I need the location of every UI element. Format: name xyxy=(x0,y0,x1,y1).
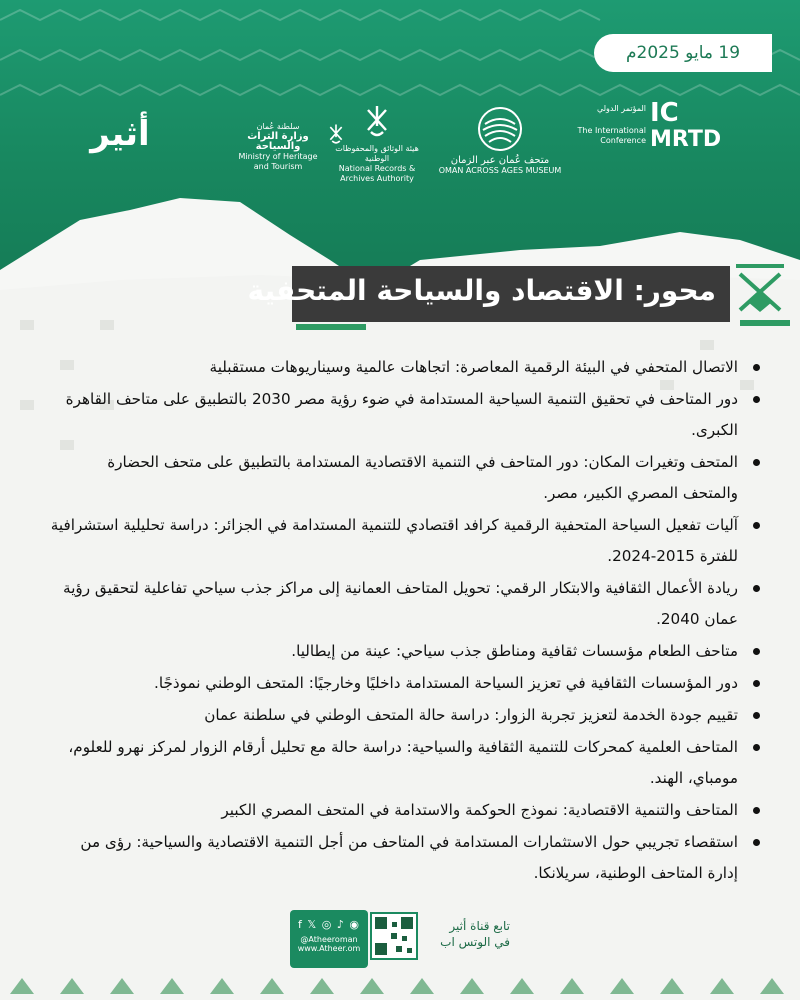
header-banner xyxy=(0,0,800,300)
icmrtd-line2: The International Conference xyxy=(577,126,646,145)
list-item: المتاحف والتنمية الاقتصادية: نموذج الحوكمة والاستدامة في المتحف المصري الكبير xyxy=(48,795,768,826)
social-handles-box[interactable] xyxy=(290,910,368,968)
logos-row xyxy=(70,100,750,190)
title-underline-left xyxy=(296,324,366,330)
archives-name-ar: هيئة الوثائق والمحفوظات الوطنية xyxy=(335,144,419,163)
museum-logo xyxy=(435,106,565,186)
list-item: المتاحف العلمية كمحركات للتنمية الثقافية والسياحية: دراسة حالة مع تحليل أرقام الزوار لمركز نهرو للعلوم، مومباي، الهند. xyxy=(48,732,768,794)
qr-code-icon[interactable] xyxy=(370,912,418,960)
atheer-wordmark: أثير xyxy=(90,114,150,154)
icmrtd-logo xyxy=(570,100,730,180)
bottom-decorative-pattern xyxy=(0,968,800,1000)
ministry-emblem-icon xyxy=(324,122,348,146)
icmrtd-line1: المؤتمر الدولي xyxy=(596,104,646,113)
title-underline-right xyxy=(740,320,790,326)
museum-name-ar: متحف عُمان عبر الزمان xyxy=(450,155,550,166)
museum-name-en: OMAN ACROSS AGES MUSEUM xyxy=(438,166,562,175)
list-item: الاتصال المتحفي في البيئة الرقمية المعاصرة: اتجاهات عالمية وسيناريوهات مستقبلية xyxy=(48,352,768,383)
title-banner xyxy=(247,266,730,322)
diamond-ornament-icon xyxy=(730,262,790,320)
atheer-logo xyxy=(80,114,160,174)
ministry-line-en: Ministry of Heritage and Tourism xyxy=(238,152,318,171)
khanjar-emblem-icon xyxy=(360,102,394,140)
ministry-line-ar2: وزارة التراث والسياحة xyxy=(247,131,309,152)
social-icons[interactable]: f 𝕏 ◎ ♪ ◉ xyxy=(298,918,360,931)
icmrtd-letters-bottom: MRTD xyxy=(650,127,722,152)
follow-line-2: في الوتس اب xyxy=(440,935,510,949)
icmrtd-letters-top: IC xyxy=(650,98,679,128)
list-item: ريادة الأعمال الثقافية والابتكار الرقمي: تحويل المتاحف العمانية إلى مراكز جذب سياحي تفاعلية لتحقيق رؤية عمان 2040. xyxy=(48,573,768,635)
archives-name-en: National Records & Archives Authority xyxy=(338,164,416,183)
follow-channel-text xyxy=(420,918,510,950)
list-item: آليات تفعيل السياحة المتحفية الرقمية كرافد اقتصادي للتنمية المستدامة في الجزائر: دراسة تحليلية استشرافية للفترة 2015-2024. xyxy=(48,510,768,572)
list-item: دور المؤسسات الثقافية في تعزيز السياحة المستدامة داخليًا وخارجيًا: المتحف الوطني نموذجًا. xyxy=(48,668,768,699)
list-item: متاحف الطعام مؤسسات ثقافية ومناطق جذب سياحي: عينة من إيطاليا. xyxy=(48,636,768,667)
website-link[interactable]: www.Atheer.om xyxy=(297,944,361,953)
list-item: تقييم جودة الخدمة لتعزيز تجربة الزوار: دراسة حالة المتحف الوطني في سلطنة عمان xyxy=(48,700,768,731)
list-item: المتحف وتغيرات المكان: دور المتاحف في التنمية الاقتصادية المستدامة بالتطبيق على متحف الحضارة والمتحف المصري الكبير، مصر. xyxy=(48,447,768,509)
ministry-logo xyxy=(230,112,326,182)
page-title: محور: الاقتصاد والسياحة المتحفية xyxy=(247,274,716,307)
topics-list xyxy=(48,352,768,890)
social-handle[interactable]: @Atheeroman xyxy=(300,935,358,944)
ministry-line-ar1: سلطنة عُمان xyxy=(256,122,300,131)
museum-emblem-icon xyxy=(477,106,523,152)
follow-line-1: تابع قناة أثير xyxy=(449,919,510,933)
list-item: استقصاء تجريبي حول الاستثمارات المستدامة في المتاحف من أجل التنمية الاقتصادية والسياحية: رؤى من إدارة المتاحف الوطنية، سريلانكا. xyxy=(48,827,768,889)
date-badge: 19 مايو 2025م xyxy=(594,34,772,72)
list-item: دور المتاحف في تحقيق التنمية السياحية المستدامة في ضوء رؤية مصر 2030 بالتطبيق على متاحف القاهرة الكبرى. xyxy=(48,384,768,446)
